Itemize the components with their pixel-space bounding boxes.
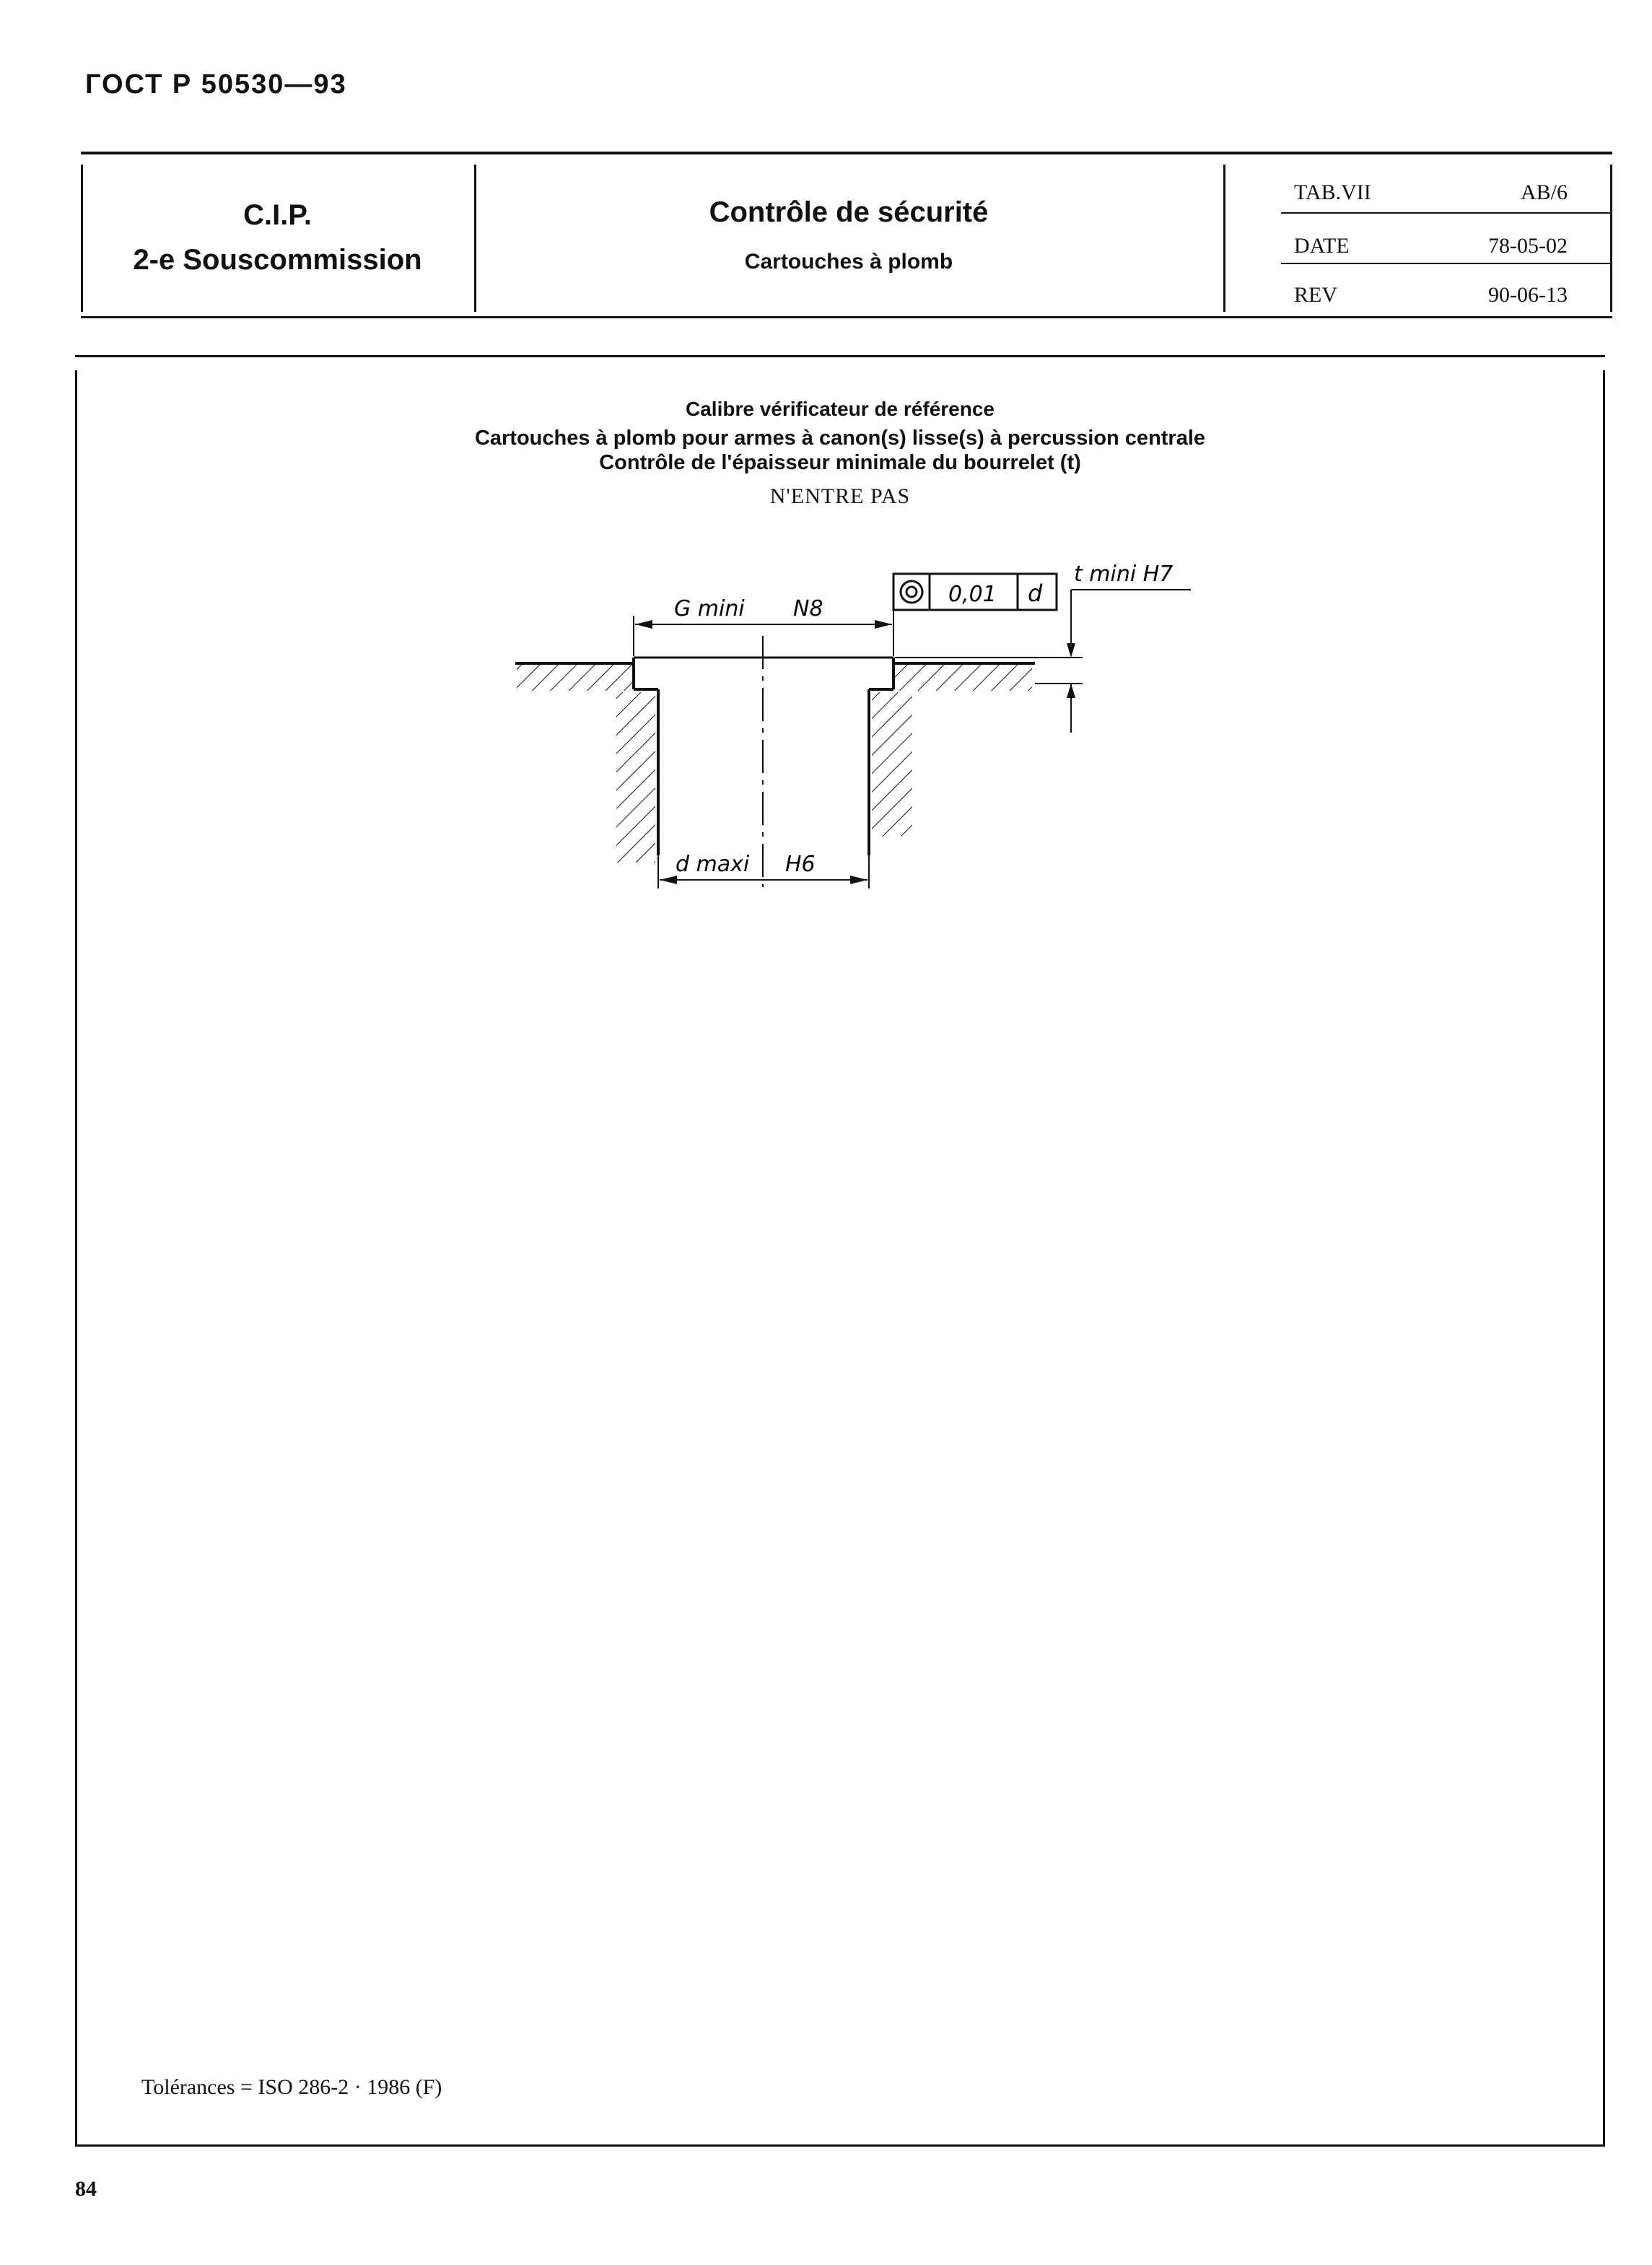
header-organization-cell — [81, 154, 474, 316]
d-dimension-label: d maxi — [676, 852, 750, 877]
meta-row-tab — [1223, 162, 1612, 212]
drawing-title-4: N'ENTRE PAS — [769, 484, 911, 508]
meta-key: REV — [1294, 283, 1337, 307]
subcommission-name: 2-e Souscommission — [133, 244, 422, 276]
feature-frame-datum: d — [1028, 580, 1043, 607]
d-dimension-tolerance: H6 — [785, 852, 816, 877]
header-title: Contrôle de sécurité — [709, 196, 989, 228]
meta-divider — [1281, 212, 1612, 214]
feature-frame-value: 0,01 — [948, 582, 997, 607]
surface-hatching-left — [515, 663, 634, 691]
page-number: 84 — [75, 2177, 97, 2201]
drawing-title-2: Cartouches à plomb pour armes à canon(s) lisse(s) à percussion centrale — [474, 427, 1206, 450]
meta-key: DATE — [1294, 234, 1350, 258]
gauge-technical-drawing — [75, 357, 1605, 1079]
meta-row-rev — [1223, 264, 1612, 315]
g-dimension-label: G mini — [674, 596, 745, 621]
meta-value: AB/6 — [1520, 180, 1568, 204]
header-block — [81, 152, 1612, 318]
document-code: ГОСТ Р 50530—93 — [85, 69, 347, 100]
header-title-cell — [474, 154, 1223, 316]
meta-value: 78-05-02 — [1488, 234, 1568, 258]
organization-name: C.I.P. — [243, 199, 312, 231]
bore-walls — [616, 689, 912, 863]
t-dimension-label: t mini H7 — [1074, 562, 1174, 587]
drawing-title-3: Contrôle de l'épaisseur minimale du bourrelet (t) — [599, 451, 1081, 474]
concentricity-icon — [901, 581, 922, 603]
t-dimension — [895, 590, 1191, 733]
header-meta-cell — [1223, 154, 1612, 316]
drawing-frame — [75, 355, 1605, 2147]
header-subtitle: Cartouches à plomb — [744, 250, 953, 274]
meta-row-date — [1223, 215, 1612, 266]
tolerances-note: Tolérances = ISO 286-2 · 1986 (F) — [141, 2075, 442, 2099]
drawing-title-1: Calibre vérificateur de référence — [686, 398, 995, 420]
g-dimension-tolerance: N8 — [793, 596, 823, 621]
meta-key: TAB.VII — [1294, 180, 1371, 204]
surface-hatching-right — [893, 663, 1035, 691]
meta-value: 90-06-13 — [1488, 283, 1568, 307]
